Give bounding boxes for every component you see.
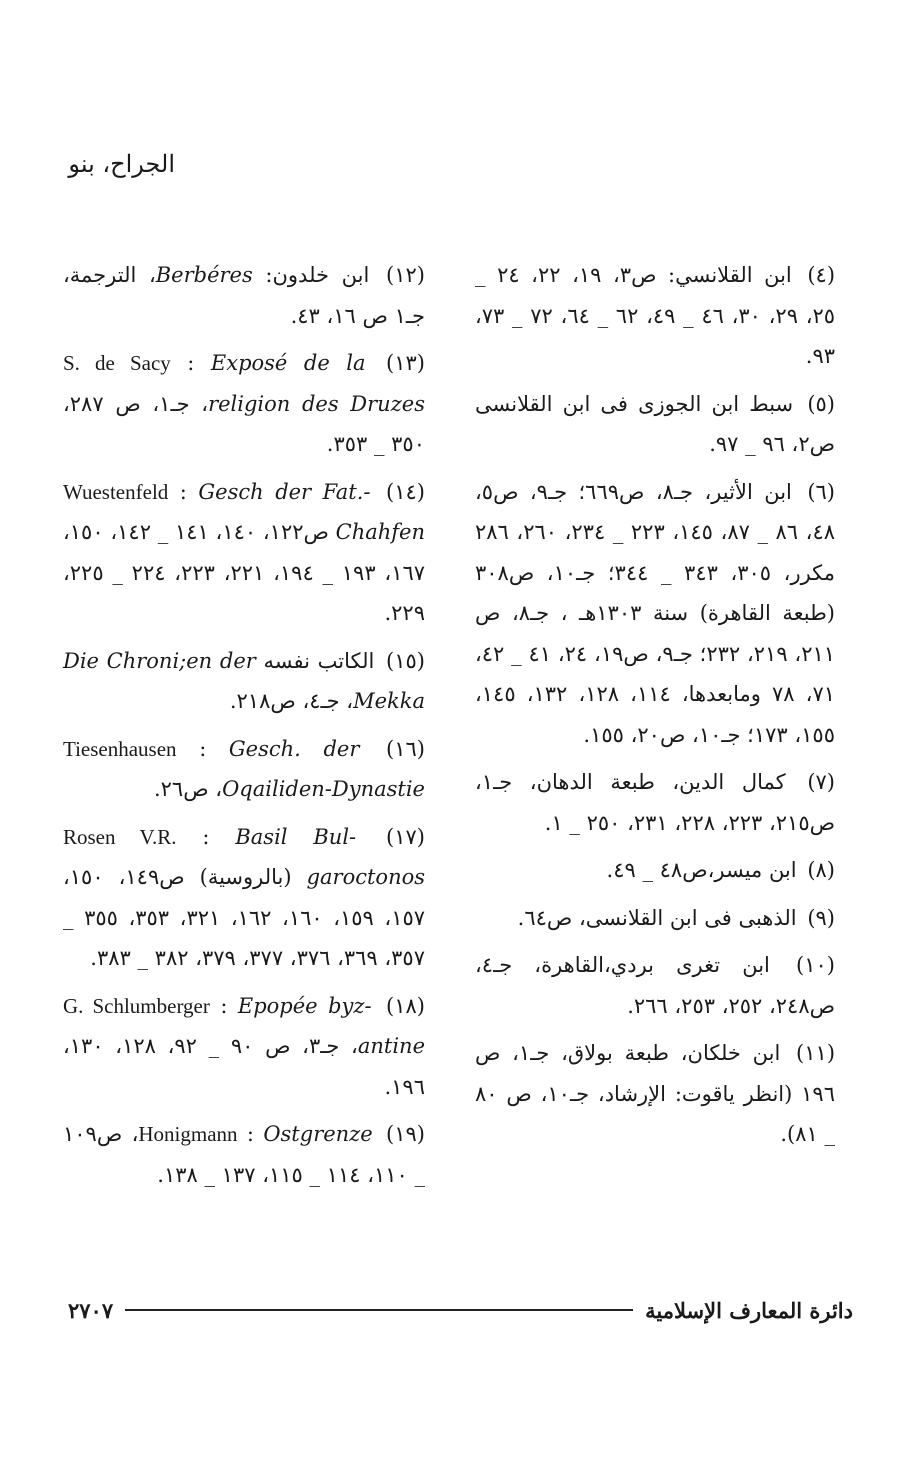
footnote-number: (٩) (807, 905, 835, 930)
footnote-text: الكاتب نفسه (255, 648, 375, 673)
footnote-text: ، جـ٤، ص٢١٨. (229, 689, 354, 713)
footnote (63, 986, 425, 1108)
footnote-text: Die Chroni;en der Mekka (63, 648, 425, 713)
footnote (63, 343, 425, 465)
footnote-number: (١٩) (386, 1122, 425, 1146)
footnote-text: Rosen V.R. (63, 824, 177, 849)
footnote (63, 817, 425, 979)
footnote-number: (١٨) (386, 993, 425, 1018)
footnote (475, 472, 835, 756)
footnote-number: (١١) (796, 1041, 836, 1065)
footnote-number: (٧) (807, 770, 835, 794)
footnote-text: ابن خلكان، طبعة بولاق، جـ١، ص ١٩٦ (انظر ياقوت: الإرشاد، جـ١٠، ص ٨٠ _ ٨١). (475, 1041, 835, 1146)
footnote (63, 255, 425, 336)
footnote-number: (١٦) (386, 736, 425, 761)
footnote-text: : (209, 993, 238, 1018)
page-header-title: الجراح، بنو (68, 150, 175, 178)
footnote (475, 1033, 835, 1155)
page-footer (68, 1290, 853, 1330)
footnote-text: ابن الأثير، جـ٨، ص٦٦٩؛ جـ٩، ص٥، ٤٨، ٨٦ _ ٨٧، ١٤٥، ٢٢٣ _ ٢٣٤، ٢٦٠، ٢٨٦ مكرر، ٣٠٥، ٣٤٣ _ ٣٤٤؛ جـ١٠، ص٣٠٨ (طبعة القاهرة) سنة ١٣٠٣هـ ، جـ٨، ص ٢١١، ٢١٩، ٢٣٢؛ جـ٩، ص١٩، ٢٤، ٤١ _ ٤٢، ٧١، ٧٨ ومابعدها، ١١٤، ١٢٨، ١٣٢، ١٤٥، ١٥٥، ١٧٣؛ جـ١٠، ص٢٠، ١٥٥. (475, 479, 836, 747)
footnote (475, 255, 835, 377)
footnote (63, 1114, 425, 1195)
footnote-text: Basil Bul- garoctonos (235, 824, 426, 889)
footnote-number: (٦) (807, 479, 835, 504)
footnote (63, 729, 425, 810)
footnote (63, 641, 425, 722)
footnote (475, 384, 835, 465)
footnote-text: ، الترجمة، جـ١ ص ١٦، ٤٣. (63, 263, 425, 328)
footnote-text: ابن ميسر،ص٤٨ _ ٤٩. (606, 858, 797, 882)
footnote-text: ، ص١٠٩ _ ١١٠، ١١٤ _ ١١٥، ١٣٧ _ ١٣٨. (63, 1122, 425, 1187)
footnote (475, 945, 835, 1026)
footnote-text: Berbéres (155, 263, 253, 287)
footnote-number: (١٢) (386, 263, 425, 287)
footnote-text: : (176, 736, 229, 761)
footnote-number: (١٤) (386, 479, 425, 504)
footnote-text: ، ص٢٦. (153, 777, 223, 801)
footnote-text: ، جـ١، ص ٢٨٧، ٣٥٠ _ ٣٥٣. (63, 391, 425, 456)
footnote-text: Honigmann (138, 1122, 238, 1146)
footnote-text: ابن القلانسي: ص٣، ١٩، ٢٢، ٢٤ _ ٢٥، ٢٩، ٣٠، ٤٦ _ ٤٩، ٦٢ _ ٦٤، ٧٢ _ ٧٣، ٩٣. (475, 263, 836, 368)
footnote (475, 850, 835, 891)
footnote-text: : (176, 824, 236, 849)
footnote-number: (١٧) (386, 824, 425, 849)
journal-title: دائرة المعارف الإسلامية (645, 1297, 853, 1323)
footnote-text: (بالروسية) ص١٤٩، ١٥٠، ١٥٧، ١٥٩، ١٦٠، ١٦٢، ٣٢١، ٣٥٣، ٣٥٥ _ ٣٥٧، ٣٦٩، ٣٧٦، ٣٧٧، ٣٧٩، ٣٨٢ _ ٣٨٣. (63, 865, 426, 970)
footnote-text: ابن تغرى بردي،القاهرة، جـ٤، ص٢٤٨، ٢٥٢، ٢٥٣، ٢٦٦. (475, 953, 835, 1018)
footnote (63, 472, 425, 634)
footnote-text: Gesch. der Oqailiden-Dynastie (222, 736, 425, 801)
footnote-number: (١٥) (386, 648, 425, 673)
footnote-text: Exposé de la religion des Druzes (208, 351, 425, 416)
footnote-text: Tiesenhausen (63, 736, 177, 761)
notes-column-left (63, 255, 425, 1202)
footnote-text: G. Schlumberger (63, 993, 210, 1018)
footnote-text: سبط ابن الجوزى فى ابن القلانسى ص٢، ٩٦ _ ٩٧. (475, 391, 835, 456)
footnote-text: Wuestenfeld (63, 479, 169, 504)
footnote-text: Ostgrenze (263, 1122, 373, 1146)
footnote-number: (١٣) (386, 351, 425, 375)
footnote (475, 898, 835, 939)
footnote-number: (١٠) (796, 953, 835, 977)
footnote-number: (٨) (807, 858, 835, 882)
footnote-text: : (170, 351, 211, 375)
footnote-text: ص١٢٢، ١٤٠، ١٤١ _ ١٤٢، ١٥٠، ١٦٧، ١٩٣ _ ١٩٤، ٢٢١، ٢٢٣، ٢٢٤ _ ٢٢٥، ٢٢٩. (63, 520, 426, 625)
page-number: ٢٧٠٧ (68, 1297, 114, 1323)
footnote-number: (٤) (807, 263, 836, 287)
footer-rule (125, 1309, 633, 1311)
footnote (475, 762, 835, 843)
footnote-text: : (237, 1122, 264, 1146)
footnote-text: Gesch der Fat.- Chahfen (198, 479, 426, 544)
footnote-number: (٥) (807, 391, 835, 416)
footnote-text: : (168, 479, 199, 504)
footnote-text: ، جـ٣، ص ٩٠ _ ٩٢، ١٢٨، ١٣٠، ١٩٦. (63, 1034, 425, 1099)
footnote-text: الذهبى فى ابن القلانسى، ص٦٤. (517, 905, 797, 930)
notes-column-right (475, 255, 835, 1162)
footnote-text: كمال الدين، طبعة الدهان، جـ١، ص٢١٥، ٢٢٣، ٢٢٨، ٢٣١، ٢٥٠ _ ١. (475, 770, 835, 835)
footnote-text: ابن خلدون: (252, 263, 370, 287)
footnote-text: S. de Sacy (63, 351, 171, 375)
footnote-text: Epopée byz- antine (237, 993, 425, 1058)
